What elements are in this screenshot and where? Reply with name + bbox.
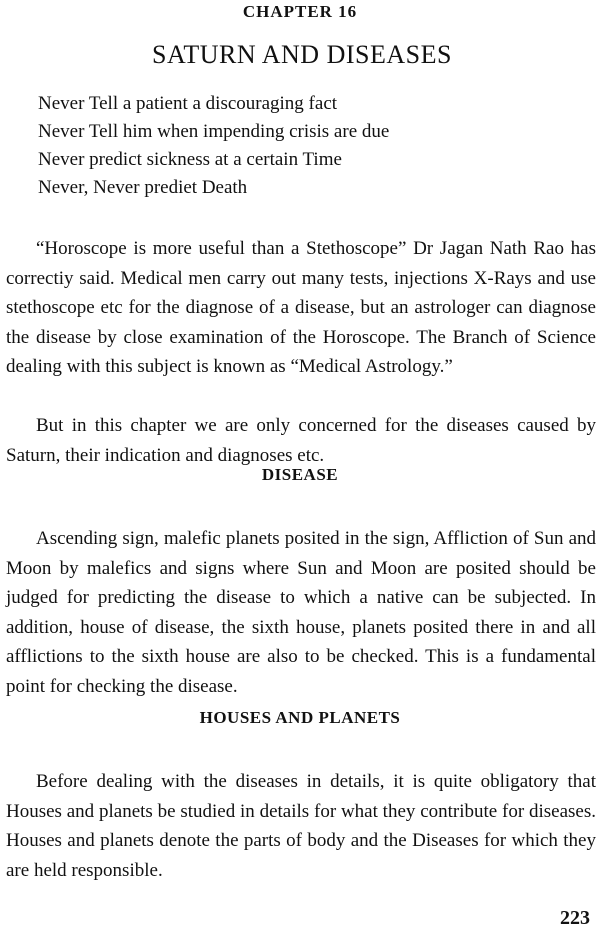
maxim-line: Never predict sickness at a certain Time bbox=[38, 149, 342, 170]
page-number: 223 bbox=[560, 907, 590, 929]
houses-paragraph: Before dealing with the diseases in details, it is quite obligatory that Houses and planets be studied in details for what they contribute for diseases. Houses and planets denote the parts of body and the Diseases for which they are held responsible. bbox=[6, 771, 596, 881]
maxim-line: Never Tell him when impending crisis are due bbox=[38, 121, 390, 142]
disease-paragraph: Ascending sign, malefic planets posited in the sign, Affliction of Sun and Moon by malefics and signs where Sun and Moon are posited should be judged for predicting the disease to which a native can be subjected. In addition, house of disease, the sixth house, planets posited there in and all afflictions to the sixth house are also to be checked. This is a fundamental point for checking the disease. bbox=[6, 528, 596, 697]
maxim-line: Never Tell a patient a discouraging fact bbox=[38, 93, 338, 114]
concern-paragraph: But in this chapter we are only concerned for the diseases caused by Saturn, their indication and diagnoses etc. bbox=[6, 415, 596, 466]
chapter-label: CHAPTER 16 bbox=[242, 2, 358, 21]
maxim-line: Never, Never prediet Death bbox=[38, 177, 248, 198]
intro-paragraph: “Horoscope is more useful than a Stethoscope” Dr Jagan Nath Rao has correctiy said. Medical men carry out many tests, injections X-Rays and use stethoscope etc for the diagnose of a disease, but an astrologer can diagnose the disease by close examination of the Horoscope. The Branch of Science dealing with this subject is known as “Medical Astrology.” bbox=[6, 238, 596, 377]
chapter-title: SATURN AND DISEASES bbox=[152, 40, 452, 69]
section-heading-disease: DISEASE bbox=[261, 465, 339, 484]
maxims-list bbox=[38, 90, 578, 202]
section-heading-houses-planets: HOUSES AND PLANETS bbox=[199, 708, 401, 727]
